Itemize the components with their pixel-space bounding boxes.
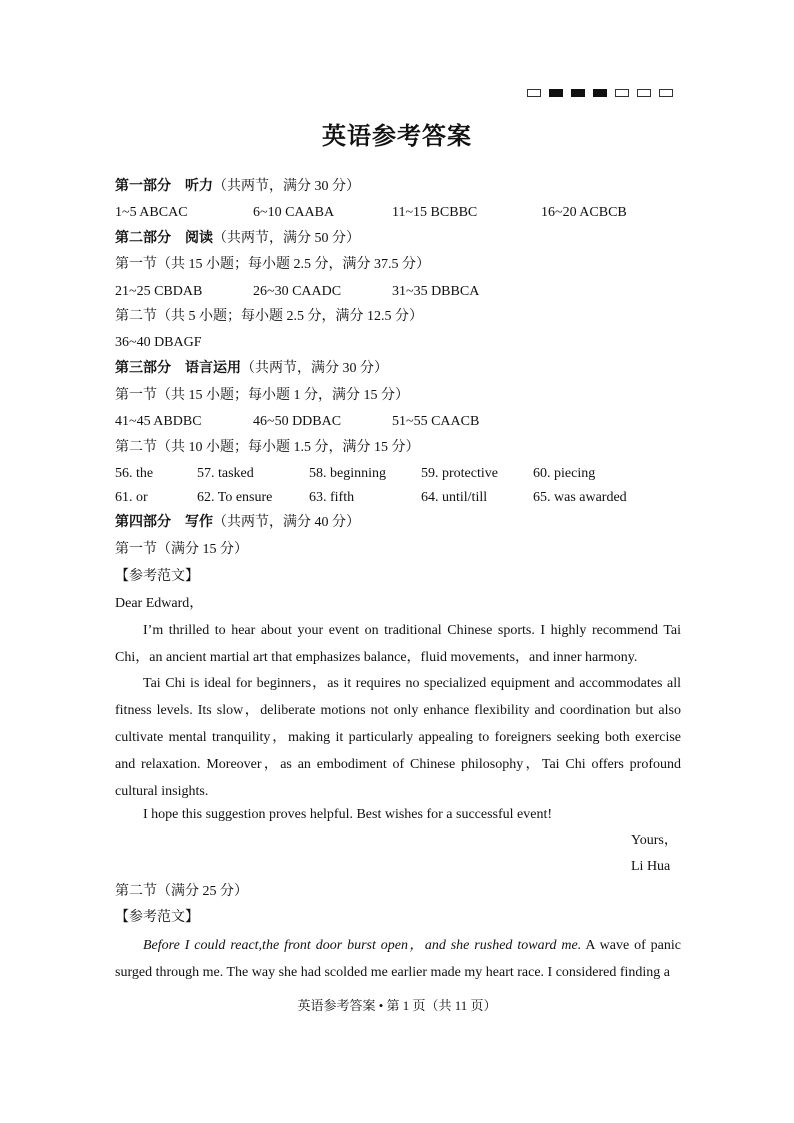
part3-section1: 第一节（共 15 小题；每小题 1 分，满分 15 分） xyxy=(115,388,409,403)
part-note: （共两节，满分 30 分） xyxy=(241,361,388,376)
part-note: （共两节，满分 30 分） xyxy=(213,179,360,194)
part3-row1 xyxy=(115,465,685,483)
part1-heading xyxy=(115,178,360,196)
letter-paragraph: I’m thrilled to hear about your event on traditional Chinese sports. I highly recommend Tai Chi，an ancient martial art that emphasizes balance，fluid movements，and inner harmony. xyxy=(115,623,681,665)
part-subject: 写作 xyxy=(185,515,213,530)
header-mark xyxy=(549,89,563,97)
answer-group: 1~5 ABCAC xyxy=(115,205,188,220)
part-label: 第二部分 xyxy=(115,231,171,246)
answer-item: 60. piecing xyxy=(533,466,596,481)
reference-label: 【参考范文】 xyxy=(115,910,199,925)
part-note: （共两节，满分 50 分） xyxy=(213,231,360,246)
part-label: 第三部分 xyxy=(115,361,171,376)
part2-section2-answers: 36~40 DBAGF xyxy=(115,335,202,350)
part-subject: 听力 xyxy=(185,179,213,194)
part4-section1: 第一节（满分 15 分） xyxy=(115,542,248,557)
part-note: （共两节，满分 40 分） xyxy=(213,515,360,530)
header-mark xyxy=(615,89,629,97)
reference-label: 【参考范文】 xyxy=(115,569,199,584)
letter-closing: Yours， xyxy=(631,833,678,848)
answer-item: 58. beginning xyxy=(309,466,386,481)
story-opening: Before I could react,the front door burst open，and she rushed toward me. xyxy=(143,938,582,953)
answer-item: 61. or xyxy=(115,490,148,505)
part1-answers xyxy=(115,204,685,222)
letter-signature: Li Hua xyxy=(631,859,671,874)
part2-heading xyxy=(115,230,360,248)
answer-group: 26~30 CAADC xyxy=(253,284,342,299)
answer-group: 31~35 DBBCA xyxy=(392,284,480,299)
answer-group: 11~15 BCBBC xyxy=(392,205,478,220)
answer-group: 51~55 CAACB xyxy=(392,414,480,429)
part3-row2 xyxy=(115,489,685,507)
answer-item: 56. the xyxy=(115,466,154,481)
part-label: 第四部分 xyxy=(115,515,171,530)
answer-item: 65. was awarded xyxy=(533,490,627,505)
header-mark xyxy=(659,89,673,97)
page-footer: 英语参考答案 • 第 1 页（共 11 页） xyxy=(297,998,497,1013)
part2-section1: 第一节（共 15 小题；每小题 2.5 分，满分 37.5 分） xyxy=(115,257,430,272)
header-mark xyxy=(571,89,585,97)
header-mark xyxy=(637,89,651,97)
part3-section2: 第二节（共 10 小题；每小题 1.5 分，满分 15 分） xyxy=(115,440,420,455)
story-text: A wave of panic surged through me. The way she had scolded me earlier made my heart race. I considered finding a xyxy=(115,938,681,980)
letter-paragraph: I hope this suggestion proves helpful. Best wishes for a successful event! xyxy=(143,807,553,822)
header-marks xyxy=(527,89,673,97)
part2-section1-answers xyxy=(115,283,685,301)
letter-paragraph: Tai Chi is ideal for beginners，as it requires no specialized equipment and accommodates all fitness levels. Its slow，deliberate motions not only enhance flexibility and coordination but also cultivate mental tranquility，making it particularly appealing to foreigners seeking both exercise and relaxation. Moreover，as an embodiment of Chinese philosophy，Tai Chi offers profound cultural insights. xyxy=(115,676,681,799)
part2-section2: 第二节（共 5 小题；每小题 2.5 分，满分 12.5 分） xyxy=(115,309,423,324)
part4-section2: 第二节（满分 25 分） xyxy=(115,884,248,899)
header-mark xyxy=(593,89,607,97)
answer-group: 16~20 ACBCB xyxy=(541,205,627,220)
part-label: 第一部分 xyxy=(115,179,171,194)
answer-item: 63. fifth xyxy=(309,490,355,505)
answer-item: 59. protective xyxy=(421,466,498,481)
answer-group: 46~50 DDBAC xyxy=(253,414,342,429)
part3-section1-answers xyxy=(115,413,685,431)
answer-group: 6~10 CAABA xyxy=(253,205,335,220)
part4-heading xyxy=(115,514,360,532)
answer-item: 62. To ensure xyxy=(197,490,273,505)
part3-heading xyxy=(115,360,388,378)
part-subject: 语言运用 xyxy=(185,361,241,376)
letter-salutation: Dear Edward， xyxy=(115,596,204,611)
page-title: 英语参考答案 xyxy=(322,124,472,150)
answer-group: 21~25 CBDAB xyxy=(115,284,203,299)
part-subject: 阅读 xyxy=(185,231,213,246)
answer-item: 57. tasked xyxy=(197,466,254,481)
story-paragraph xyxy=(115,932,681,986)
header-mark xyxy=(527,89,541,97)
answer-group: 41~45 ABDBC xyxy=(115,414,202,429)
answer-item: 64. until/till xyxy=(421,490,488,505)
